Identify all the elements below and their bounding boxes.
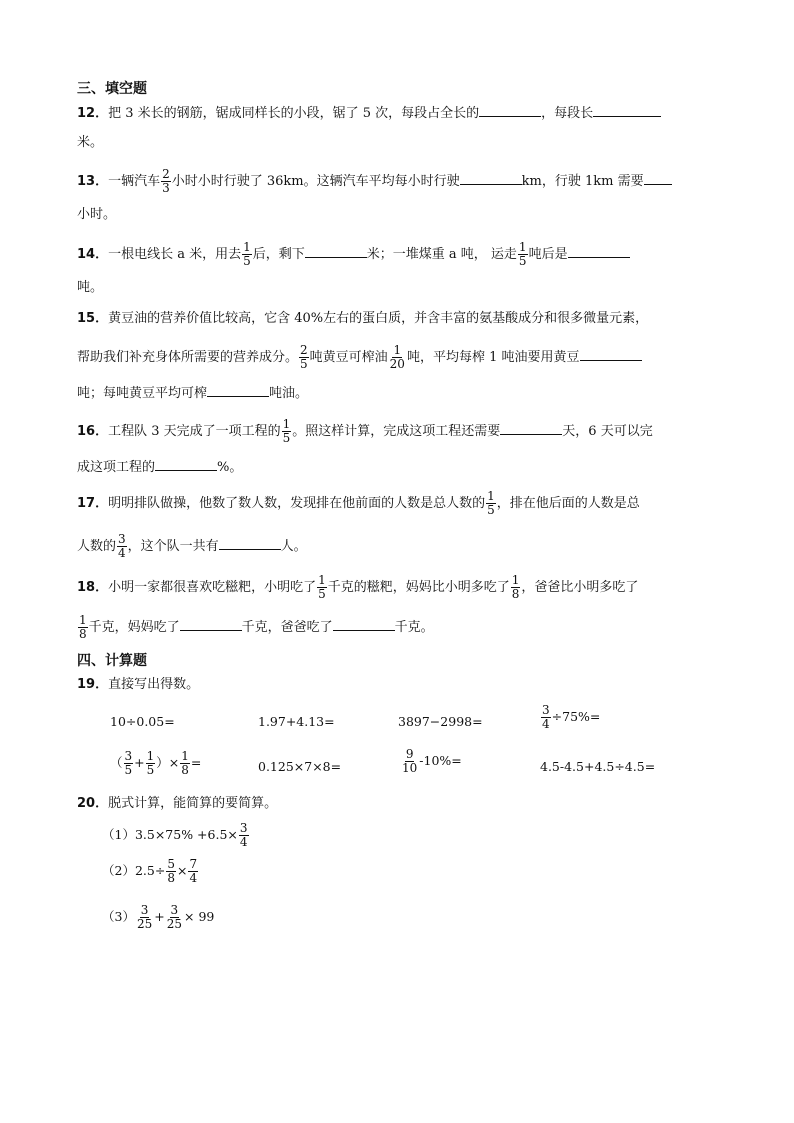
question-20-title (77, 794, 720, 814)
fraction (242, 241, 252, 268)
denominator: 5 (124, 763, 133, 777)
question-number: 18． (77, 580, 109, 595)
calc-text: -10%= (419, 753, 462, 768)
numerator: 3 (170, 903, 179, 917)
question-13-line-1 (77, 168, 720, 195)
question-text: 把 3 米长的钢筋，锯成同样长的小段，锯了 5 次，每段占全长的 (108, 106, 480, 121)
question-number: 14． (77, 247, 109, 262)
question-text: 。照这样计算，完成这项工程还需要 (292, 424, 501, 439)
denominator: 4 (189, 871, 198, 885)
fraction (518, 241, 528, 268)
question-text: ，爸爸比小明多吃了 (521, 580, 639, 595)
numerator: 2 (300, 343, 308, 357)
question-15-line-1 (77, 309, 720, 329)
section-title-fill: 三、填空题 (77, 81, 147, 97)
denominator: 5 (243, 254, 251, 268)
question-15-line-2 (77, 344, 720, 371)
question-17-line-2 (77, 533, 720, 560)
question-number: 19． (77, 677, 109, 692)
question-text: 吨，平均每榨 1 吨油要用黄豆 (406, 350, 580, 365)
calc-text: （ (110, 755, 123, 770)
numerator: 1 (487, 489, 495, 503)
fraction (180, 750, 190, 777)
question-text: 千克，妈妈吃了 (88, 620, 180, 635)
fraction (401, 748, 418, 775)
answer-blank[interactable] (155, 456, 217, 471)
question-18-line-2 (77, 614, 720, 641)
fraction (78, 614, 88, 641)
answer-blank[interactable] (207, 382, 269, 397)
question-16-line-2 (77, 456, 720, 478)
fraction (188, 858, 198, 885)
question-text: 明明排队做操，他数了数人数，发现排在他前面的人数是总人数的 (108, 496, 486, 511)
question-text: ，排在他后面的人数是总 (496, 496, 640, 511)
denominator: 25 (136, 917, 153, 931)
question-text: 人数的 (77, 539, 117, 554)
numerator: 1 (318, 573, 326, 587)
denominator: 4 (542, 717, 550, 731)
answer-blank[interactable] (644, 170, 672, 185)
fraction (146, 750, 156, 777)
question-text: 黄豆油的营养价值比较高，它含 40%左右的蛋白质，并含丰富的氨基酸成分和很多微量元素， (108, 311, 649, 326)
calc-item: 1.97+4.13= (258, 714, 335, 729)
numerator: 3 (124, 749, 133, 763)
question-13-line-2 (77, 205, 720, 225)
question-12-line-2 (77, 133, 720, 153)
question-number: 20． (77, 796, 109, 811)
numerator: 1 (243, 240, 251, 254)
denominator: 25 (166, 917, 182, 931)
numerator: 1 (282, 417, 291, 431)
fraction (136, 904, 153, 931)
section-title-calc: 四、计算题 (77, 653, 147, 669)
numerator: 1 (146, 749, 155, 763)
denominator: 8 (79, 627, 87, 641)
question-12-line-1 (77, 102, 720, 124)
calc-text: ）× (156, 755, 180, 770)
denominator: 5 (318, 587, 326, 601)
numerator: 1 (79, 613, 87, 627)
question-text: 一根电线长 a 米，用去 (108, 247, 242, 262)
fraction (161, 168, 171, 195)
calc-text: + (154, 909, 165, 924)
calc-text: ÷75%= (551, 709, 601, 724)
answer-blank[interactable] (580, 346, 642, 361)
numerator: 1 (393, 343, 402, 357)
question-14-line-1 (77, 241, 720, 268)
calc-item: 10÷0.05= (110, 714, 175, 729)
question-text: 千克，爸爸吃了 (241, 620, 333, 635)
calc-text: + (134, 755, 145, 770)
question-text: 后，剩下 (252, 247, 305, 262)
fraction (282, 418, 292, 445)
denominator: 20 (389, 357, 405, 371)
calc-item: 4.5-4.5+4.5÷4.5= (540, 759, 656, 774)
question-text: 吨。 (77, 280, 104, 295)
numerator: 3 (542, 703, 550, 717)
calc-problem-1 (102, 822, 250, 849)
answer-blank[interactable] (305, 243, 367, 258)
question-text: 小时小时行驶了 36km。这辆汽车平均每小时行驶 (171, 174, 460, 189)
fraction (389, 344, 406, 371)
question-number: 15． (77, 311, 109, 326)
numerator: 1 (181, 749, 189, 763)
question-text: 直接写出得数。 (108, 677, 200, 692)
question-text: 成这项工程的 (77, 460, 156, 475)
question-number: 12． (77, 106, 109, 121)
calc-problem-2 (102, 858, 199, 885)
fraction (541, 704, 551, 731)
question-18-line-1 (77, 574, 720, 601)
question-text: 吨黄豆可榨油 (309, 350, 388, 365)
numerator: 3 (140, 903, 149, 917)
calc-text: （2）2.5÷ (102, 863, 166, 878)
question-text: 吨后是 (528, 247, 568, 262)
denominator: 5 (146, 763, 155, 777)
question-14-line-2 (77, 278, 720, 298)
calc-item (540, 704, 600, 731)
numerator: 2 (162, 167, 170, 181)
question-19-title (77, 675, 720, 695)
calc-text: （3） (102, 909, 135, 924)
question-number: 16． (77, 424, 109, 439)
answer-blank[interactable] (180, 616, 242, 631)
answer-blank[interactable] (333, 616, 395, 631)
numerator: 3 (239, 821, 248, 835)
numerator: 3 (118, 532, 126, 546)
calc-text: × 99 (184, 909, 215, 924)
denominator: 10 (402, 761, 418, 775)
question-text: 一辆汽车 (108, 174, 161, 189)
denominator: 5 (518, 254, 527, 268)
question-text: ，每段长 (541, 106, 594, 121)
denominator: 5 (300, 357, 308, 371)
question-text: 吨油。 (269, 386, 309, 401)
numerator: 7 (189, 857, 198, 871)
fraction (166, 858, 176, 885)
question-text: 千克的糍粑，妈妈比小明多吃了 (327, 580, 510, 595)
question-text: 工程队 3 天完成了一项工程的 (108, 424, 281, 439)
calc-text: = (190, 755, 202, 770)
fraction (117, 533, 127, 560)
denominator: 8 (511, 587, 520, 601)
calc-item (400, 748, 462, 775)
denominator: 5 (487, 503, 495, 517)
fraction (317, 574, 327, 601)
question-text: 人。 (280, 539, 307, 554)
calc-item (110, 750, 201, 777)
question-text: 天，6 天可以完 (562, 424, 653, 439)
question-16-line-1 (77, 418, 720, 445)
fraction (299, 344, 309, 371)
calc-text: （1）3.5×75% +6.5× (102, 827, 238, 842)
denominator: 5 (282, 431, 291, 445)
answer-blank[interactable] (479, 102, 541, 117)
answer-blank[interactable] (500, 420, 562, 435)
answer-blank[interactable] (568, 243, 630, 258)
numerator: 1 (518, 240, 527, 254)
calc-item: 0.125×7×8= (258, 759, 342, 774)
question-text: 帮助我们补充身体所需要的营养成分。 (77, 350, 299, 365)
numerator: 9 (405, 747, 414, 761)
fraction (486, 490, 496, 517)
calc-text: × (176, 863, 188, 878)
denominator: 8 (167, 871, 175, 885)
calc-problem-3 (102, 904, 214, 931)
fraction (124, 750, 134, 777)
numerator: 1 (511, 573, 520, 587)
question-text: 小明一家都很喜欢吃糍粑，小明吃了 (108, 580, 317, 595)
question-text: %。 (217, 460, 243, 475)
denominator: 3 (162, 181, 170, 195)
denominator: 4 (239, 835, 248, 849)
denominator: 8 (181, 763, 189, 777)
question-text: 千克。 (394, 620, 434, 635)
calc-item: 3897−2998= (398, 714, 483, 729)
question-text: ，这个队一共有 (127, 539, 219, 554)
answer-blank[interactable] (219, 535, 281, 550)
question-15-line-3 (77, 382, 720, 404)
question-text: 米。 (77, 135, 104, 150)
question-text: 脱式计算，能简算的要简算。 (108, 796, 278, 811)
answer-blank[interactable] (593, 102, 661, 117)
question-number: 13． (77, 174, 109, 189)
numerator: 5 (167, 857, 175, 871)
question-number: 17． (77, 496, 109, 511)
question-text: 小时。 (77, 207, 117, 222)
denominator: 4 (118, 546, 126, 560)
question-17-line-1 (77, 490, 720, 517)
answer-blank[interactable] (460, 170, 522, 185)
fraction (239, 822, 249, 849)
question-text: km，行驶 1km 需要 (521, 174, 644, 189)
fraction (166, 904, 183, 931)
fraction (511, 574, 521, 601)
question-text: 吨；每吨黄豆平均可榨 (77, 386, 208, 401)
question-text: 米；一堆煤重 a 吨， 运走 (366, 247, 517, 262)
